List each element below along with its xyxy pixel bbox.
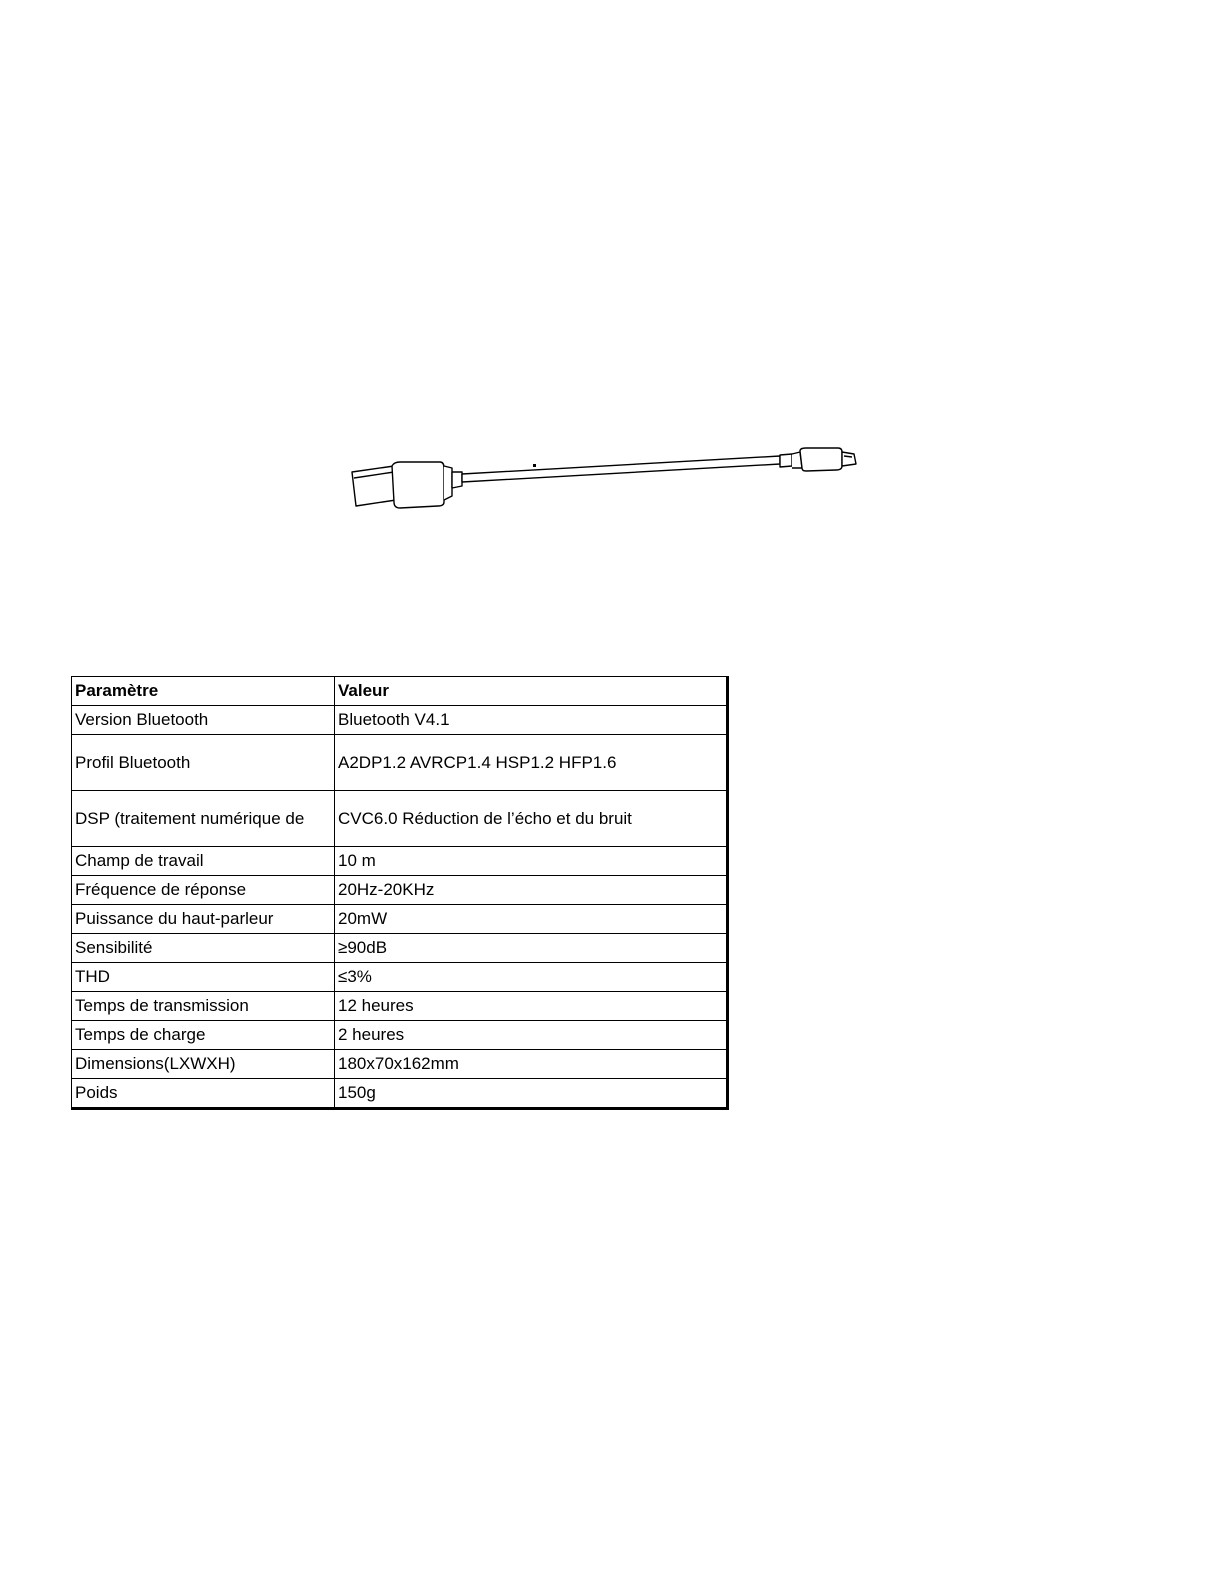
table-row — [72, 791, 728, 847]
param-cell: Sensibilité — [72, 934, 335, 963]
param-cell: Puissance du haut-parleur — [72, 905, 335, 934]
param-cell: Temps de transmission — [72, 992, 335, 1021]
spec-table — [71, 676, 729, 1110]
param-cell: THD — [72, 963, 335, 992]
table-row — [72, 1050, 728, 1079]
value-cell: 2 heures — [335, 1021, 728, 1050]
micro-usb-tip — [842, 452, 856, 466]
table-row — [72, 1021, 728, 1050]
param-cell: DSP (traitement numérique de — [72, 791, 335, 847]
usb-cable-illustration — [340, 436, 880, 526]
usb-a-housing — [392, 462, 444, 508]
value-cell: A2DP1.2 AVRCP1.4 HSP1.2 HFP1.6 — [335, 735, 728, 791]
table-row — [72, 992, 728, 1021]
param-cell: Fréquence de réponse — [72, 876, 335, 905]
param-cell: Profil Bluetooth — [72, 735, 335, 791]
value-cell: 20mW — [335, 905, 728, 934]
cable-wire — [462, 456, 780, 482]
table-row — [72, 847, 728, 876]
header-parameter: Paramètre — [72, 677, 335, 706]
table-row — [72, 905, 728, 934]
table-row — [72, 706, 728, 735]
value-cell: 10 m — [335, 847, 728, 876]
table-header-row — [72, 677, 728, 706]
table-row — [72, 963, 728, 992]
micro-usb-housing — [800, 448, 842, 471]
param-cell: Poids — [72, 1079, 335, 1109]
value-cell: 20Hz-20KHz — [335, 876, 728, 905]
value-cell: Bluetooth V4.1 — [335, 706, 728, 735]
param-cell: Dimensions(LXWXH) — [72, 1050, 335, 1079]
value-cell: ≥90dB — [335, 934, 728, 963]
param-cell: Champ de travail — [72, 847, 335, 876]
value-cell: ≤3% — [335, 963, 728, 992]
usb-charging-cable-icon — [340, 436, 880, 526]
value-cell: 150g — [335, 1079, 728, 1109]
param-cell: Version Bluetooth — [72, 706, 335, 735]
table-row — [72, 934, 728, 963]
param-cell: Temps de charge — [72, 1021, 335, 1050]
value-cell: 12 heures — [335, 992, 728, 1021]
value-cell: CVC6.0 Réduction de l’écho et du bruit — [335, 791, 728, 847]
table-row — [72, 735, 728, 791]
table-row — [72, 876, 728, 905]
value-cell: 180x70x162mm — [335, 1050, 728, 1079]
table-row — [72, 1079, 728, 1109]
header-value: Valeur — [335, 677, 728, 706]
